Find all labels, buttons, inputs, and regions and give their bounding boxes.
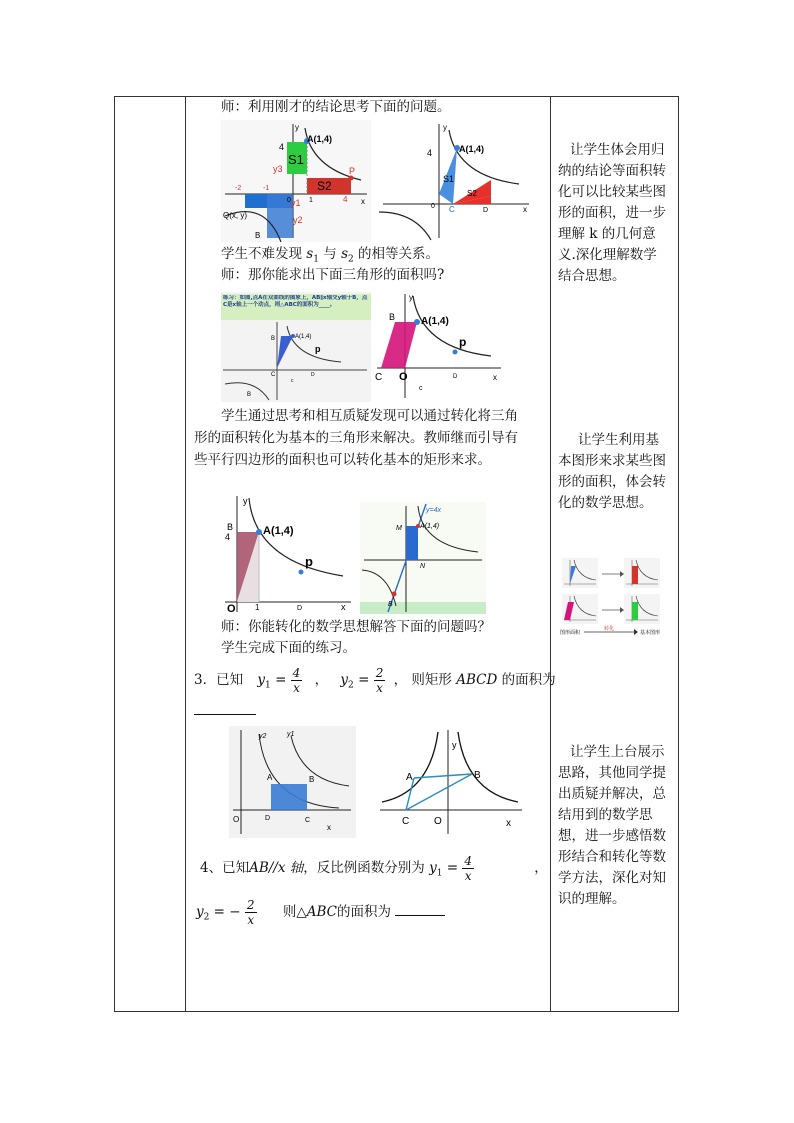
fig5-y-label: y xyxy=(243,496,248,506)
fig3-p-label: p xyxy=(315,344,321,354)
fig3-b-label: B xyxy=(271,336,276,342)
fig7-x-label: x xyxy=(327,823,331,832)
fig3-banner: 练习：如图,点A在双曲线的图象上，AB∥x轴交y轴于B，点C是x轴上一个动点，则△ABC的面积为____。 xyxy=(223,295,368,308)
fig8-origin-label: O xyxy=(434,816,442,827)
fig6-line-label: y=4x xyxy=(426,507,441,514)
fig3-lower-b: B xyxy=(247,392,252,398)
table-bottom-border xyxy=(114,1011,679,1012)
fig5-d-label: D xyxy=(297,605,303,612)
fig5-p-label: p xyxy=(305,554,313,569)
fig2-s1-label: S1 xyxy=(443,174,455,184)
fig1-neg2-label: -2 xyxy=(235,185,242,192)
fig2-four-label: 4 xyxy=(427,148,433,158)
fig4-p-label: p xyxy=(459,335,467,349)
fig1-b-label: B xyxy=(255,231,261,240)
fig5-b-label: B xyxy=(227,522,234,532)
fig7-d-label: D xyxy=(265,815,271,822)
fig8-b-label: B xyxy=(474,770,481,781)
exercise-3: 3．已知 $y_1$ = $\frac{4}{x}$ ， $y_2$ = $\frac{2}{x}$ ， 则矩形 ABCD 的面积为 xyxy=(194,666,556,695)
fig5-one-label: 1 xyxy=(255,603,260,612)
table-right-border xyxy=(678,96,679,1012)
fig7-origin-label: O xyxy=(233,815,240,824)
fig4-d-label: D xyxy=(453,374,458,380)
side-note-2: 让学生利用基 本图形来求某些图 形的面积，体会转 化的数学思想。 xyxy=(558,432,666,511)
fig5-origin-label: O xyxy=(227,603,236,614)
fig4-y-label: y xyxy=(409,293,413,302)
fig3-lower-c: c xyxy=(291,378,294,384)
teacher-question-1: 师：利用刚才的结论思考下面的问题。 xyxy=(221,99,451,115)
figure-rectangle-abcd xyxy=(229,726,356,838)
fig2-origin-label: 0 xyxy=(431,203,435,210)
fig2-y-label: y xyxy=(443,123,447,132)
fig4-c-label: C xyxy=(375,372,383,383)
side-note-3: 让学生上台展示 思路，其他同学提 出质疑并解决，总 结用到的数学思 想，进一步感悟数 形结合和转化等数 学方法，深化对知 识的理解。 xyxy=(558,744,666,907)
fig3-point-a: A(1,4) xyxy=(295,334,312,340)
fig8-y-label: y xyxy=(452,740,457,750)
thumb-right-label: 基本图形 xyxy=(640,630,661,636)
conversion-thumbnail xyxy=(558,556,664,636)
student-instruction: 学生完成下面的练习。 xyxy=(221,640,356,656)
fig3-c-label: C xyxy=(271,372,276,378)
fig1-four-x-label: 4 xyxy=(343,195,348,204)
figure-practice-triangle xyxy=(221,292,371,402)
discussion-paragraph: 学生通过思考和相互质疑发现可以通过转化将三角 形的面积转化为基本的三角形来解决。教师继而引导有 些平行四边形的面积也可以转化基本的矩形来求。 xyxy=(194,408,518,468)
exercise-4-line-2: $y_2$ = − $\frac{2}{x}$ 则△ABC的面积为 xyxy=(196,892,445,932)
fig7-b-label: B xyxy=(309,775,315,784)
fig8-a-label: A xyxy=(406,772,413,783)
fig1-y2-label: y2 xyxy=(293,215,303,225)
student-observation: 学生不难发现 $s_1$ 与 $s_2$ 的相等关系。 xyxy=(221,246,440,265)
exercise-4-line-1: 4、已知AB//x 轴，反比例函数分别为 $y_1$ = $\frac{4}{x}$ ， xyxy=(200,854,548,883)
fig7-y2-label: y2 xyxy=(259,733,267,740)
fig2-d-label: D xyxy=(483,207,489,214)
fig7-y1-label: y1 xyxy=(287,731,295,738)
figure-line-intersection xyxy=(360,502,486,614)
fig4-x-label: x xyxy=(493,373,497,382)
fig2-x-label: x xyxy=(523,205,527,214)
fig1-one-label: 1 xyxy=(309,197,313,204)
side-note-1: 让学生体会用归 纳的结论等面积转 化可以比较某些图 形的面积，进一步 理解 k 的几何意 义.深化理解数学 结合思想。 xyxy=(558,142,666,284)
fig1-y-label: y xyxy=(295,123,299,132)
fig6-b-label: B xyxy=(388,601,393,608)
fig1-y1-label: y1 xyxy=(291,198,301,208)
fig1-s1-label: S1 xyxy=(288,152,304,167)
fig1-q-label: Q(x, y) xyxy=(223,211,247,220)
thumb-left-label: 图形面积 xyxy=(560,630,581,636)
fig4-lower-c: c xyxy=(419,385,423,392)
figure-triangle-to-rectangle xyxy=(221,492,357,614)
figure-triangle-area xyxy=(379,120,533,242)
fig8-c-label: C xyxy=(402,816,410,827)
fig4-origin-label: O xyxy=(399,371,408,383)
fig7-c-label: C xyxy=(305,817,311,824)
table-col-divider-2 xyxy=(550,96,551,1012)
table-left-border xyxy=(114,96,115,1012)
fig1-origin-label: 0 xyxy=(287,197,291,204)
fig1-s2-label: S2 xyxy=(317,179,332,193)
fig4-b-label: B xyxy=(389,312,396,322)
figure-area-comparison xyxy=(221,120,371,242)
fig8-x-label: x xyxy=(506,818,511,829)
exercise-3-answer-blank[interactable] xyxy=(194,700,256,715)
figure-parallelogram xyxy=(373,292,505,402)
fig4-point-a: A(1,4) xyxy=(421,316,449,327)
teacher-question-2: 师：那你能求出下面三角形的面积吗? xyxy=(221,267,445,283)
table-col-divider-1 xyxy=(185,96,186,1012)
fig1-y3-label: y3 xyxy=(273,164,283,174)
fig1-x-label: x xyxy=(361,197,365,206)
fig6-point-a: A(1,4) xyxy=(420,523,440,530)
thumb-mid-label: 转化 xyxy=(604,626,615,632)
fig2-c-label: C xyxy=(449,205,455,214)
fig2-point-a: A(1,4) xyxy=(459,144,485,154)
fig1-neg1-label: -1 xyxy=(263,185,270,192)
teacher-question-3: 师：你能转化的数学思想解答下面的问题吗？ xyxy=(221,619,491,635)
fig5-x-label: x xyxy=(341,602,346,612)
fig1-four-label: 4 xyxy=(279,142,285,152)
fig5-point-a: A(1,4) xyxy=(263,525,294,537)
fig7-a-label: A xyxy=(267,773,273,782)
fig2-s2-label: S2 xyxy=(467,189,477,198)
fig6-n-label: N xyxy=(420,563,426,570)
fig6-m-label: M xyxy=(396,525,402,532)
figure-triangle-abc xyxy=(378,726,526,838)
fig1-point-a: A(1,4) xyxy=(307,134,333,144)
fig1-p-label: P xyxy=(349,166,356,176)
fig5-four-label: 4 xyxy=(225,532,231,542)
fig3-d-label: D xyxy=(311,372,315,378)
exercise-4-answer-blank[interactable] xyxy=(395,901,445,916)
